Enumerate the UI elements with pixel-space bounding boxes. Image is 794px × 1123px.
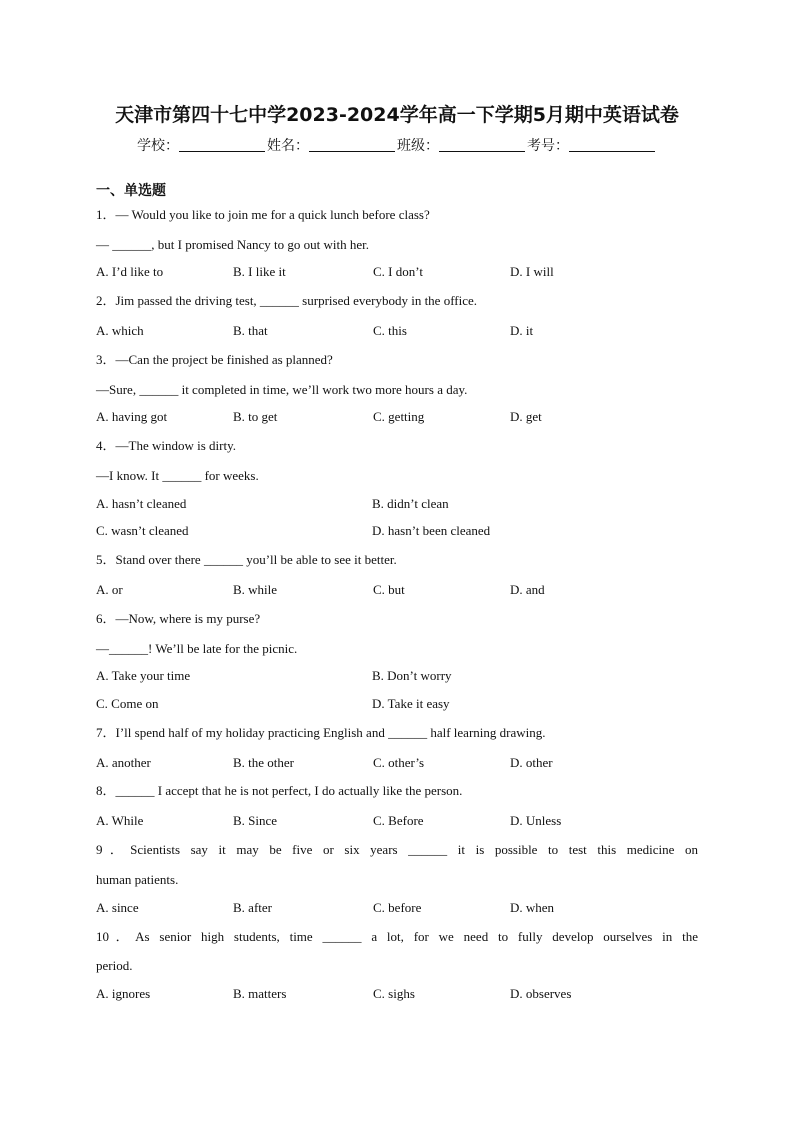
class-label: 班级： (397, 138, 439, 154)
question-7-option-b: B. the other (233, 755, 295, 770)
question-2-line-1: 2．Jim passed the driving test, ______ surprised everybody in the office. (96, 293, 478, 308)
name-blank[interactable] (309, 136, 395, 152)
student-info-row (0, 134, 794, 158)
question-10-line-1: 10．As senior high students, time ______ a lot, for we need to fully develop ourselves in the (96, 929, 698, 944)
question-9-line-2: human patients. (96, 872, 179, 887)
question-10-line-2: period. (96, 958, 133, 973)
question-7-line-1: 7．I’ll spend half of my holiday practicing English and ______ half learning drawing. (96, 725, 546, 740)
question-7-option-c: C. other’s (373, 755, 425, 770)
question-4-option-b: B. didn’t clean (372, 496, 449, 511)
question-4-option-d: D. hasn’t been cleaned (372, 523, 491, 538)
question-6-option-a: A. Take your time (96, 668, 191, 683)
question-4-option-a: A. hasn’t cleaned (96, 496, 187, 511)
question-1-option-a: A. I’d like to (96, 264, 164, 279)
school-label: 学校： (137, 138, 179, 154)
question-8-option-d: D. Unless (510, 813, 562, 828)
question-1-line-2: — ______, but I promised Nancy to go out with her. (96, 237, 369, 252)
question-5-option-b: B. while (233, 582, 278, 597)
question-10-option-c: C. sighs (373, 986, 415, 1001)
question-8-option-a: A. While (96, 813, 144, 828)
number-blank[interactable] (569, 136, 655, 152)
question-9-option-b: B. after (233, 900, 272, 915)
question-5-line-1: 5．Stand over there ______ you’ll be able to see it better. (96, 552, 397, 567)
question-1-option-b: B. I like it (233, 264, 286, 279)
question-8-line-1: 8．______ I accept that he is not perfect, I do actually like the person. (96, 783, 463, 798)
question-5-option-a: A. or (96, 582, 123, 597)
question-6-line-1: 6．—Now, where is my purse? (96, 611, 261, 626)
question-4-option-c: C. wasn’t cleaned (96, 523, 189, 538)
question-1-line-1: 1．— Would you like to join me for a quick lunch before class? (96, 207, 430, 222)
question-1-option-d: D. I will (510, 264, 554, 279)
question-3-line-2: —Sure, ______ it completed in time, we’ll work two more hours a day. (96, 382, 468, 397)
question-8-option-b: B. Since (233, 813, 278, 828)
question-3-option-b: B. to get (233, 409, 278, 424)
question-6-option-b: B. Don’t worry (372, 668, 452, 683)
number-label: 考号： (527, 138, 569, 154)
school-blank[interactable] (179, 136, 265, 152)
question-2-option-a: A. which (96, 323, 144, 338)
question-3-option-d: D. get (510, 409, 542, 424)
question-2-option-c: C. this (373, 323, 407, 338)
question-3-option-c: C. getting (373, 409, 425, 424)
question-5-option-d: D. and (510, 582, 545, 597)
question-10-option-d: D. observes (510, 986, 572, 1001)
question-10-option-b: B. matters (233, 986, 287, 1001)
question-4-line-2: —I know. It ______ for weeks. (96, 468, 259, 483)
question-9-option-c: C. before (373, 900, 422, 915)
question-2-option-b: B. that (233, 323, 268, 338)
question-6-line-2: —______! We’ll be late for the picnic. (96, 641, 298, 656)
class-blank[interactable] (439, 136, 525, 152)
question-3-line-1: 3．—Can the project be finished as planned? (96, 352, 333, 367)
question-5-option-c: C. but (373, 582, 405, 597)
section-title: 一、单选题 (96, 183, 166, 199)
question-3-option-a: A. having got (96, 409, 168, 424)
question-6-option-c: C. Come on (96, 696, 159, 711)
question-7-option-d: D. other (510, 755, 553, 770)
question-7-option-a: A. another (96, 755, 151, 770)
name-label: 姓名： (267, 138, 309, 154)
question-9-line-1: 9．Scientists say it may be five or six years ______ it is possible to test this medicine on (96, 842, 698, 857)
question-2-option-d: D. it (510, 323, 534, 338)
page-title: 天津市第四十七中学2023-2024学年高一下学期5月期中英语试卷 (115, 104, 679, 126)
question-9-option-a: A. since (96, 900, 139, 915)
question-6-option-d: D. Take it easy (372, 696, 450, 711)
question-8-option-c: C. Before (373, 813, 424, 828)
question-1-option-c: C. I don’t (373, 264, 423, 279)
question-10-option-a: A. ignores (96, 986, 151, 1001)
question-4-line-1: 4．—The window is dirty. (96, 438, 236, 453)
question-9-option-d: D. when (510, 900, 555, 915)
